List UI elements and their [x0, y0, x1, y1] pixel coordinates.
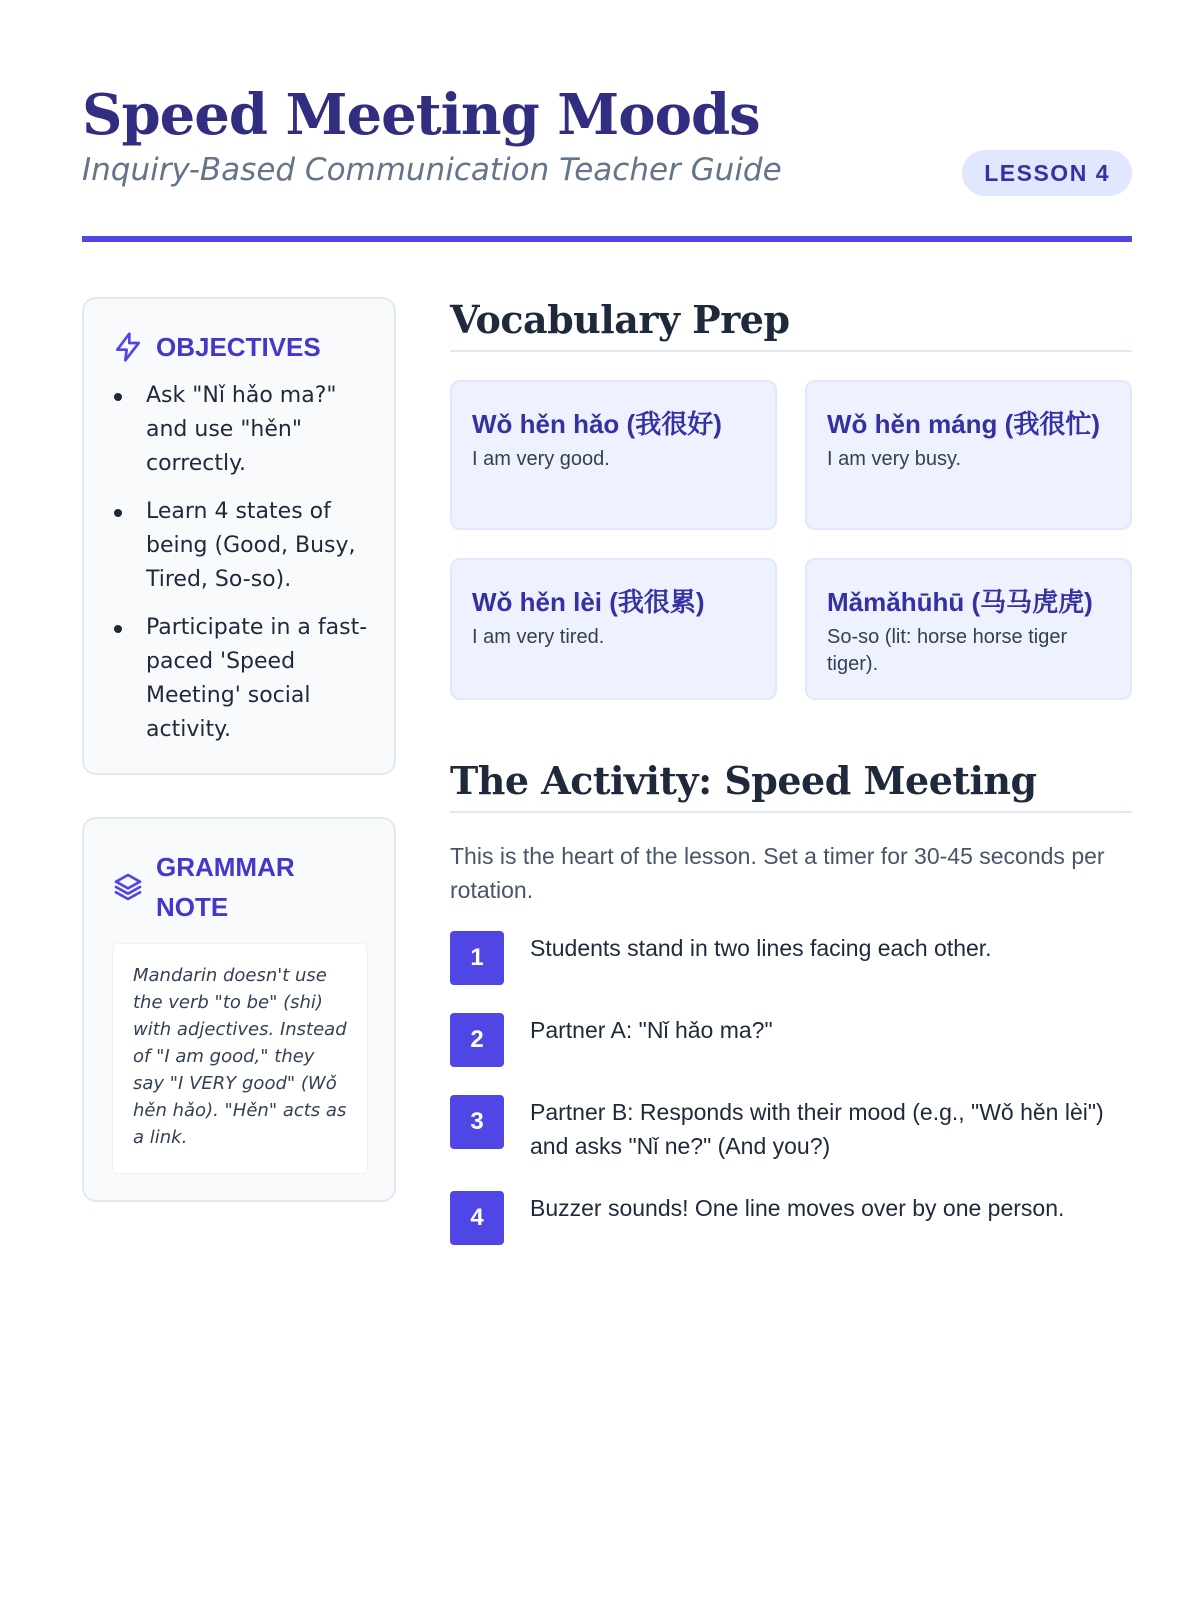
- step-text: Buzzer sounds! One line moves over by one person.: [530, 1195, 1065, 1221]
- activity-step: [450, 1095, 1132, 1163]
- vocab-card: [450, 380, 777, 530]
- step-text: Students stand in two lines facing each other.: [530, 935, 992, 961]
- vocab-term: Wǒ hěn lèi (我很累): [472, 587, 705, 617]
- vocab-meaning: I am very busy.: [827, 448, 962, 470]
- grammar-note-card: [82, 817, 396, 1202]
- layers-icon: [112, 871, 144, 903]
- page-subtitle: Inquiry-Based Communication Teacher Guide: [82, 152, 782, 188]
- vocab-card: [450, 558, 777, 700]
- grammar-heading-label: GRAMMAR NOTE: [156, 852, 295, 922]
- step-number: 3: [450, 1095, 504, 1149]
- objectives-list: [112, 379, 368, 747]
- step-number: 4: [450, 1191, 504, 1245]
- main-content: [450, 297, 1132, 1273]
- vocab-term: Wǒ hěn hǎo (我很好): [472, 409, 722, 439]
- sidebar: [82, 297, 396, 1202]
- activity-step: [450, 1013, 1132, 1067]
- lesson-badge: LESSON 4: [962, 150, 1132, 196]
- activity-steps: [450, 931, 1132, 1245]
- vocab-card: [805, 558, 1132, 700]
- header-divider: [82, 236, 1132, 242]
- vocabulary-grid: [450, 380, 1132, 700]
- objectives-card: [82, 297, 396, 775]
- vocab-meaning: I am very good.: [472, 448, 610, 470]
- step-text: Partner A: "Nǐ hǎo ma?": [530, 1017, 773, 1043]
- vocabulary-section: [450, 297, 1132, 700]
- vocab-meaning: I am very tired.: [472, 626, 605, 648]
- step-number: 1: [450, 931, 504, 985]
- objective-item: Ask "Nǐ hǎo ma?" and use "hěn" correctly.: [112, 379, 368, 481]
- objectives-heading: [112, 327, 368, 367]
- step-number: 2: [450, 1013, 504, 1067]
- objective-item: Learn 4 states of being (Good, Busy, Tired, So-so).: [112, 495, 368, 597]
- vocab-card: [805, 380, 1132, 530]
- page-title: Speed Meeting Moods: [82, 82, 760, 148]
- grammar-heading: [112, 847, 368, 927]
- vocab-term: Mǎmǎhūhū (马马虎虎): [827, 587, 1093, 617]
- activity-step: [450, 1191, 1132, 1245]
- vocab-meaning: So-so (lit: horse horse tiger tiger).: [827, 626, 1068, 675]
- activity-title: The Activity: Speed Meeting: [450, 758, 1132, 813]
- lightning-icon: [112, 331, 144, 363]
- objectives-heading-label: OBJECTIVES: [156, 332, 321, 362]
- grammar-note-text: Mandarin doesn't use the verb "to be" (shi) with adjectives. Instead of "I am good," they say "I VERY good" (Wǒ hěn hǎo). "Hěn" acts as a link.: [112, 943, 368, 1174]
- objective-item: Participate in a fast-paced 'Speed Meeting' social activity.: [112, 611, 368, 747]
- page-header: [82, 82, 1132, 242]
- activity-intro: This is the heart of the lesson. Set a timer for 30-45 seconds per rotation.: [450, 843, 1105, 903]
- activity-step: [450, 931, 1132, 985]
- activity-section: [450, 758, 1132, 1245]
- vocabulary-title: Vocabulary Prep: [450, 297, 1132, 352]
- vocab-term: Wǒ hěn máng (我很忙): [827, 409, 1100, 439]
- step-text: Partner B: Responds with their mood (e.g., "Wǒ hěn lèi") and asks "Nǐ ne?" (And you?): [530, 1099, 1104, 1159]
- teacher-guide-page: [82, 0, 1132, 1600]
